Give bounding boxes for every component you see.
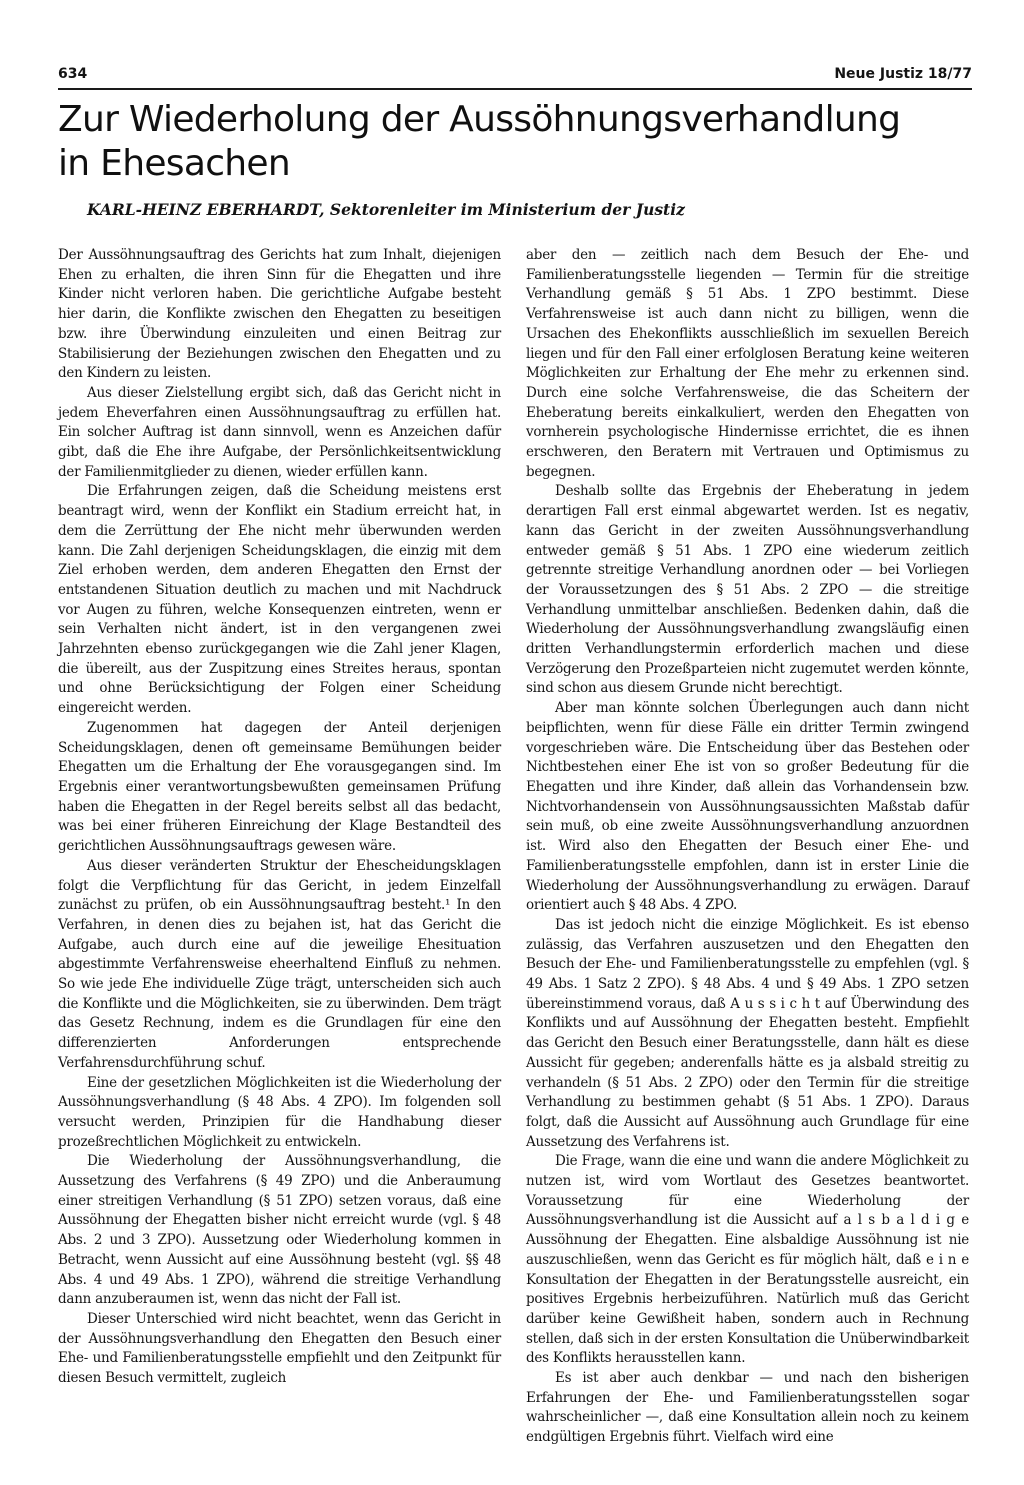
- article-title: [58, 98, 972, 186]
- paragraph: Der Aussöhnungsauftrag des Gerichts hat zum Inhalt, diejenigen Ehen zu erhalten, die ihren Sinn für die Ehegatten und ihre Kinder nicht verloren haben. Die gerichtliche Aufgabe besteht hier darin, die Konflikte zwischen den Ehegatten zu beseitigen bzw. ihre Überwindung einzuleiten und einen Beitrag zur Stabilisierung der Beziehungen zwischen den Ehegatten und zu den Kindern zu leisten.: [58, 247, 501, 382]
- paragraph: Die Wiederholung der Aussöhnungsverhandlung, die Aussetzung des Verfahrens (§ 49 ZPO) und die Anberaumung einer streitigen Verhandlung (§ 51 ZPO) setzen voraus, daß eine Aussöhnung der Ehegatten bisher nicht erreicht wurde (vgl. § 48 Abs. 2 und 3 ZPO). Aussetzung oder Wiederholung kommen in Betracht, wenn Aussicht auf eine Aussöhnung besteht (vgl. §§ 48 Abs. 4 und 49 Abs. 1 ZPO), während die streitige Verhandlung dann anzuberaumen ist, wenn das nicht der Fall ist.: [58, 1153, 501, 1308]
- journal-reference: Neue Justiz 18/77: [834, 66, 972, 82]
- paragraph-continued: aber den — zeitlich nach dem Besuch der Ehe- und Familienberatungsstelle liegenden — Termin für die streitige Verhandlung gemäß § 51 Abs. 1 ZPO bestimmt. Diese Verfahrensweise ist auch dann nicht zu billigen, wenn die Ursachen des Ehekonflikts ausschließlich im sexuellen Bereich liegen und für den Fall einer erfolglosen Beratung keine weiteren Möglichkeiten zur Erhaltung der Ehe mehr zu erkennen sind. Durch eine solche Verfahrensweise, die das Scheitern der Eheberatung bereits einkalkuliert, werden den Ehegatten von vornherein psychologische Hindernisse errichtet, die es ihnen erschweren, den Beratern mit Vertrauen und Optimismus zu begegnen.: [526, 247, 969, 480]
- paragraph: Eine der gesetzlichen Möglichkeiten ist die Wiederholung der Aussöhnungsverhandlung (§ 48 Abs. 4 ZPO). Im folgenden soll versucht werden, Prinzipien für die Handhabung dieser prozeßrechtlichen Möglichkeit zu entwickeln.: [58, 1074, 501, 1150]
- paragraph: Zugenommen hat dagegen der Anteil derjenigen Scheidungsklagen, denen oft gemeinsame Bemühungen beider Ehegatten um die Erhaltung der Ehe vorausgegangen sind. Im Ergebnis einer verantwortungsbewußten gemeinsamen Prüfung haben die Ehegatten in der Regel bereits selbst all das bedacht, was bei einer früheren Einreichung der Klage Bestandteil des gerichtlichen Aussöhnungsauftrags gewesen wäre.: [58, 719, 501, 855]
- paragraph: Es ist aber auch denkbar — und nach den bisherigen Erfahrungen der Ehe- und Familienberatungsstellen sogar wahrscheinlicher —, daß eine Konsultation allein noch zu keinem endgültigen Ergebnis führt. Vielfach wird eine: [526, 1370, 969, 1446]
- paragraph: Aus dieser veränderten Struktur der Ehescheidungsklagen folgt die Verpflichtung für das Gericht, in jedem Einzelfall zunächst zu prüfen, ob ein Aussöhnungsauftrag besteht.¹ In den Verfahren, in denen dies zu bejahen ist, hat das Gericht die Aufgabe, auch durch eine auf die jeweilige Ehesituation abgestimmte Verfahrensweise eheerhaltend Einfluß zu nehmen. So wie jede Ehe individuelle Züge trägt, unterscheiden sich auch die Konflikte und die Möglichkeiten, sie zu überwinden. Dem trägt das Gesetz Rechnung, indem es die Grundlagen für eine den differenzierten Anforderungen entsprechende Verfahrensdurchführung schuf.: [58, 857, 501, 1071]
- paragraph: Dieser Unterschied wird nicht beachtet, wenn das Gericht in der Aussöhnungsverhandlung den Ehegatten den Besuch einer Ehe- und Familienberatungsstelle empfiehlt und den Zeitpunkt für diesen Besuch vermittelt, zugleich: [58, 1310, 501, 1387]
- left-text-column: [58, 246, 501, 1389]
- author-byline: KARL-HEINZ EBERHARDT, Sektorenleiter im Ministerium der Justiz: [87, 200, 685, 219]
- right-text-column: [526, 246, 969, 1448]
- title-line: Zur Wiederholung der Aussöhnungsverhandlung: [58, 99, 901, 140]
- paragraph: Aber man könnte solchen Überlegungen auch dann nicht beipflichten, wenn für diese Fälle ein dritter Termin zwingend vorgeschrieben wäre. Die Entscheidung über das Bestehen oder Nichtbestehen einer Ehe ist von so großer Bedeutung für die Ehegatten und ihre Kinder, daß allein das Vorhandensein bzw. Nichtvorhandensein von Aussöhnungsaussichten Maßstab dafür sein muß, ob eine zweite Aussöhnungsverhandlung anzuordnen ist. Wird also den Ehegatten der Besuch einer Ehe- und Familienberatungsstelle empfohlen, dann ist in erster Linie die Wiederholung der Aussöhnungsverhandlung zu erwägen. Darauf orientiert auch § 48 Abs. 4 ZPO.: [526, 700, 969, 914]
- running-header: [58, 66, 972, 88]
- page-number: 634: [58, 66, 88, 82]
- paragraph: Das ist jedoch nicht die einzige Möglichkeit. Es ist ebenso zulässig, das Verfahren auszusetzen und den Ehegatten den Besuch der Ehe- und Familienberatungsstelle zu empfehlen (vgl. § 49 Abs. 1 Satz 2 ZPO). § 48 Abs. 4 und § 49 Abs. 1 ZPO setzen übereinstimmend voraus, daß A u s s i c h t auf Überwindung des Konflikts und auf Aussöhnung der Ehegatten besteht. Empfiehlt das Gericht den Besuch einer Beratungsstelle, dann hält es diese Aussicht für gegeben; anderenfalls hätte es ja alsbald streitig zu verhandeln (§ 51 Abs. 2 ZPO) oder den Termin für die streitige Verhandlung zu bestimmen gehabt (§ 51 Abs. 1 ZPO). Daraus folgt, daß die Aussicht auf Aussöhnung auch Grundlage für eine Aussetzung des Verfahrens ist.: [526, 916, 969, 1150]
- header-rule: [58, 88, 972, 90]
- title-line: in Ehesachen: [58, 143, 290, 184]
- paragraph: Aus dieser Zielstellung ergibt sich, daß das Gericht nicht in jedem Eheverfahren einen Aussöhnungsauftrag zu erfüllen hat. Ein solcher Auftrag ist dann sinnvoll, wenn es Anzeichen dafür gibt, daß die Ehe ihre Aufgabe, der Persönlichkeitsentwicklung der Familienmitglieder zu dienen, wieder erfüllen kann.: [58, 384, 501, 480]
- paragraph: Die Frage, wann die eine und wann die andere Möglichkeit zu nutzen ist, wird vom Wortlaut des Gesetzes beantwortet. Voraussetzung für eine Wiederholung der Aussöhnungsverhandlung ist die Aussicht auf a l s b a l d i g e Aussöhnung der Ehegatten. Eine alsbaldige Aussöhnung ist nie auszuschließen, wenn das Gericht es für möglich hält, daß e i n e Konsultation der Ehegatten in der Beratungsstelle ausreicht, ein positives Ergebnis herbeizuführen. Natürlich muß das Gericht darüber keine Gewißheit haben, sondern auch in Rechnung stellen, daß sich in der ersten Konsultation die Unüberwindbarkeit des Konflikts herausstellen kann.: [526, 1153, 969, 1367]
- paragraph: Die Erfahrungen zeigen, daß die Scheidung meistens erst beantragt wird, wenn der Konflikt ein Stadium erreicht hat, in dem die Zerrüttung der Ehe nicht mehr überwunden werden kann. Die Zahl derjenigen Scheidungsklagen, die einzig mit dem Ziel erhoben werden, dem anderen Ehegatten den Ernst der entstandenen Situation deutlich zu machen und mit Nachdruck vor Augen zu führen, welche Konsequenzen eintreten, wenn er sein Verhalten nicht ändert, ist in den vergangenen zwei Jahrzehnten ebenso zurückgegangen wie die Zahl jener Klagen, die übereilt, aus der Zuspitzung eines Streites heraus, spontan und ohne Berücksichtigung der Folgen einer Scheidung eingereicht werden.: [58, 483, 501, 717]
- paragraph: Deshalb sollte das Ergebnis der Eheberatung in jedem derartigen Fall erst einmal abgewartet werden. Ist es negativ, kann das Gericht in der zweiten Aussöhnungsverhandlung entweder gemäß § 51 Abs. 1 ZPO eine wiederum zeitlich getrennte streitige Verhandlung anordnen oder — bei Vorliegen der Voraussetzungen des § 51 Abs. 2 ZPO — die streitige Verhandlung unmittelbar anschließen. Bedenken dahin, daß die Wiederholung der Aussöhnungsverhandlung zwangsläufig einen dritten Verhandlungstermin erforderlich machen und diese Verzögerung den Prozeßparteien nicht zugemutet werden könnte, sind schon aus diesem Grunde nicht berechtigt.: [526, 483, 969, 697]
